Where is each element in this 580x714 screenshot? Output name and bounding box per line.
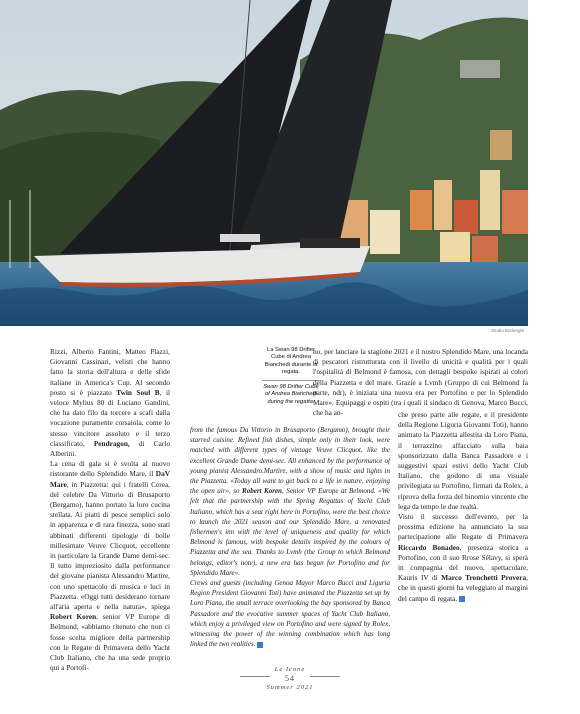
article-column-2 xyxy=(313,347,528,418)
paragraph-3: che preso parte alle regate, e il presidente della Regione Liguria Giovanni Toti), hanno animato la Piazzetta allestita da Loro Piana, il terrazzino affacciato sulla baia sponsorizzato dalla Banca Passadore e i suggestivi spazi estivi dello Yacht Club Italiano, che godono di una visuale privilegiata su Portofino, firmati da Rolex, a riprova della forza del binomio vincente che lega da tempo le due realtà. xyxy=(398,410,528,511)
article-column-3 xyxy=(398,410,528,604)
english-paragraph-2: Crews and guests (including Genoa Mayor Marco Bucci and Liguria Region President Giovanni Toti) have animated the Piazzetta set up by Loro Piana, the small terrace overlooking the bay sponsored by Banca Passadore and the evocative summer spaces of Yacht Club Italiano, which enjoy a privileged view on Portofino and were signed by Rolex, witnessing the power of the winning combination which has long linked the two realities. xyxy=(190,579,390,649)
photo-credit: Studio Borlenghi xyxy=(490,328,524,333)
end-mark-icon xyxy=(257,642,263,648)
magazine-name: Le Icone xyxy=(274,666,306,673)
english-paragraph-1: from the famous Da Vittorio in Brusaporto (Bergamo), brought their starred cuisine. Refined fish dishes, simple only in their look, were matched with different types of vintage Veuve Clicquot, like the excellent Grande Dame demi-sec. All enhanced by the performance of young pianist Alessandro.Martire, with a show of music and lights in the Piazzetta. «Today all want to get back to a life in nature, enjoying the open air», so Robert Koren, Senior VP Europe at Belmond. «We felt that the partnership with the Spring Regattas of Yacht Club Italiano, which has a seat right here in Portofino, were the best choice to launch the 2021 season and our Splendido Mare, a renovated fishermen's inn with the level of uniqueness and quality for which Belmond is famous, with bespoke details inspired by the colours of Piazzetta and the sea. Thanks to Lvmh (the Group to which Belmond belongs, editor's note), a new era has begun for Portofino and for Splendido Mare». xyxy=(190,426,390,577)
end-mark-icon xyxy=(459,596,465,602)
photo-caption-italian: La Swan 98 Drifter Cube di Andrea Bianchedi durante la regata. xyxy=(264,347,318,376)
paragraph-1: Rizzi, Alberto Fantini, Matteo Plazzi, Giovanni Cassinari, velisti che hanno fatto la storia dell'altura e delle sfide italiane in America's Cup. Al secondo posto si è piazzato Twin Soul B, il veloce Mylius 80 di Luciano Gandini, che ha dato filo da torcere a scafi dalla vocazione puramente corsaiola, come lo stesso vincitore assoluto e il terzo classificato, Pendragon, di Carlo Alberini. xyxy=(50,347,170,459)
article-column-1 xyxy=(50,347,170,674)
issue-label: Summer 2021 xyxy=(266,684,314,691)
page-footer xyxy=(240,666,340,691)
caption-divider xyxy=(262,380,320,381)
regatta-photo xyxy=(0,0,528,326)
photo-caption-english: Swan 98 Drifter Cube of Andrea Bianchedi during the regatta. xyxy=(263,384,319,405)
paragraph-4: Visto il successo dell'evento, per la prossima edizione ha annunciato la sua partecipazione alle Regate di Primavera Riccardo Bonadeo, presenza storica a Portofino, con il suo Rrose Sélavy, si sperà in compagnia del nuovo, spettacolare, Kauris IV di Marco Tronchetti Provera, che in questi giorni ha veleggiato al margini del campo di regata. xyxy=(398,512,528,603)
paragraph-continued: no, per lanciare la stagione 2021 e il nostro Splendido Mare, una locanda di pescatori ristrutturata con il livello di unicità e qualità per i quali l'ospitalità di Belmond è famosa, con dettagli bespoke ispirati ai colori della Piazzetta e del mare. Grazie a Lvmh (Gruppo di cui Belmond fa parte, ndr), è iniziata una nuova era per Portofino e per lo Splendido Mare». Equipaggi e ospiti (tra i quali il sindaco di Genova, Marco Bucci, che ha an- xyxy=(313,347,528,418)
page-number: 54 xyxy=(285,674,295,683)
paragraph-2: La cena di gala si è svolta al nuovo ristorante dello Splendido Mare, il DaV Mare, in Piazzetta: qui i fratelli Cerea, del celebre Da Vittorio di Brusaporto (Bergamo), hanno portato la loro cucina stellata. Ai piatti di pesce semplici solo in apparenza e di rara finezza, sono stati abbinati differenti tipologie di bolle millesimate Veuve Clicquot, eccellente in particolare la Grande Dame demi-sec. Il tutto impreziosito dalla performance del giovane pianista Alessandro Martire, con uno spettacolo di musica e luci in Piazzetta. «Oggi tutti desiderano tornare all'aria aperta e nella natura», spiega Robert Koren, senior VP Europe di Belmond, «abbiamo ritenuto che non ci fosse scelta migliore della partnership con le Regate di Primavera dello Yacht Club Italiano, che ha una sede proprio qui a Portofi- xyxy=(50,459,170,673)
english-translation xyxy=(190,425,390,649)
